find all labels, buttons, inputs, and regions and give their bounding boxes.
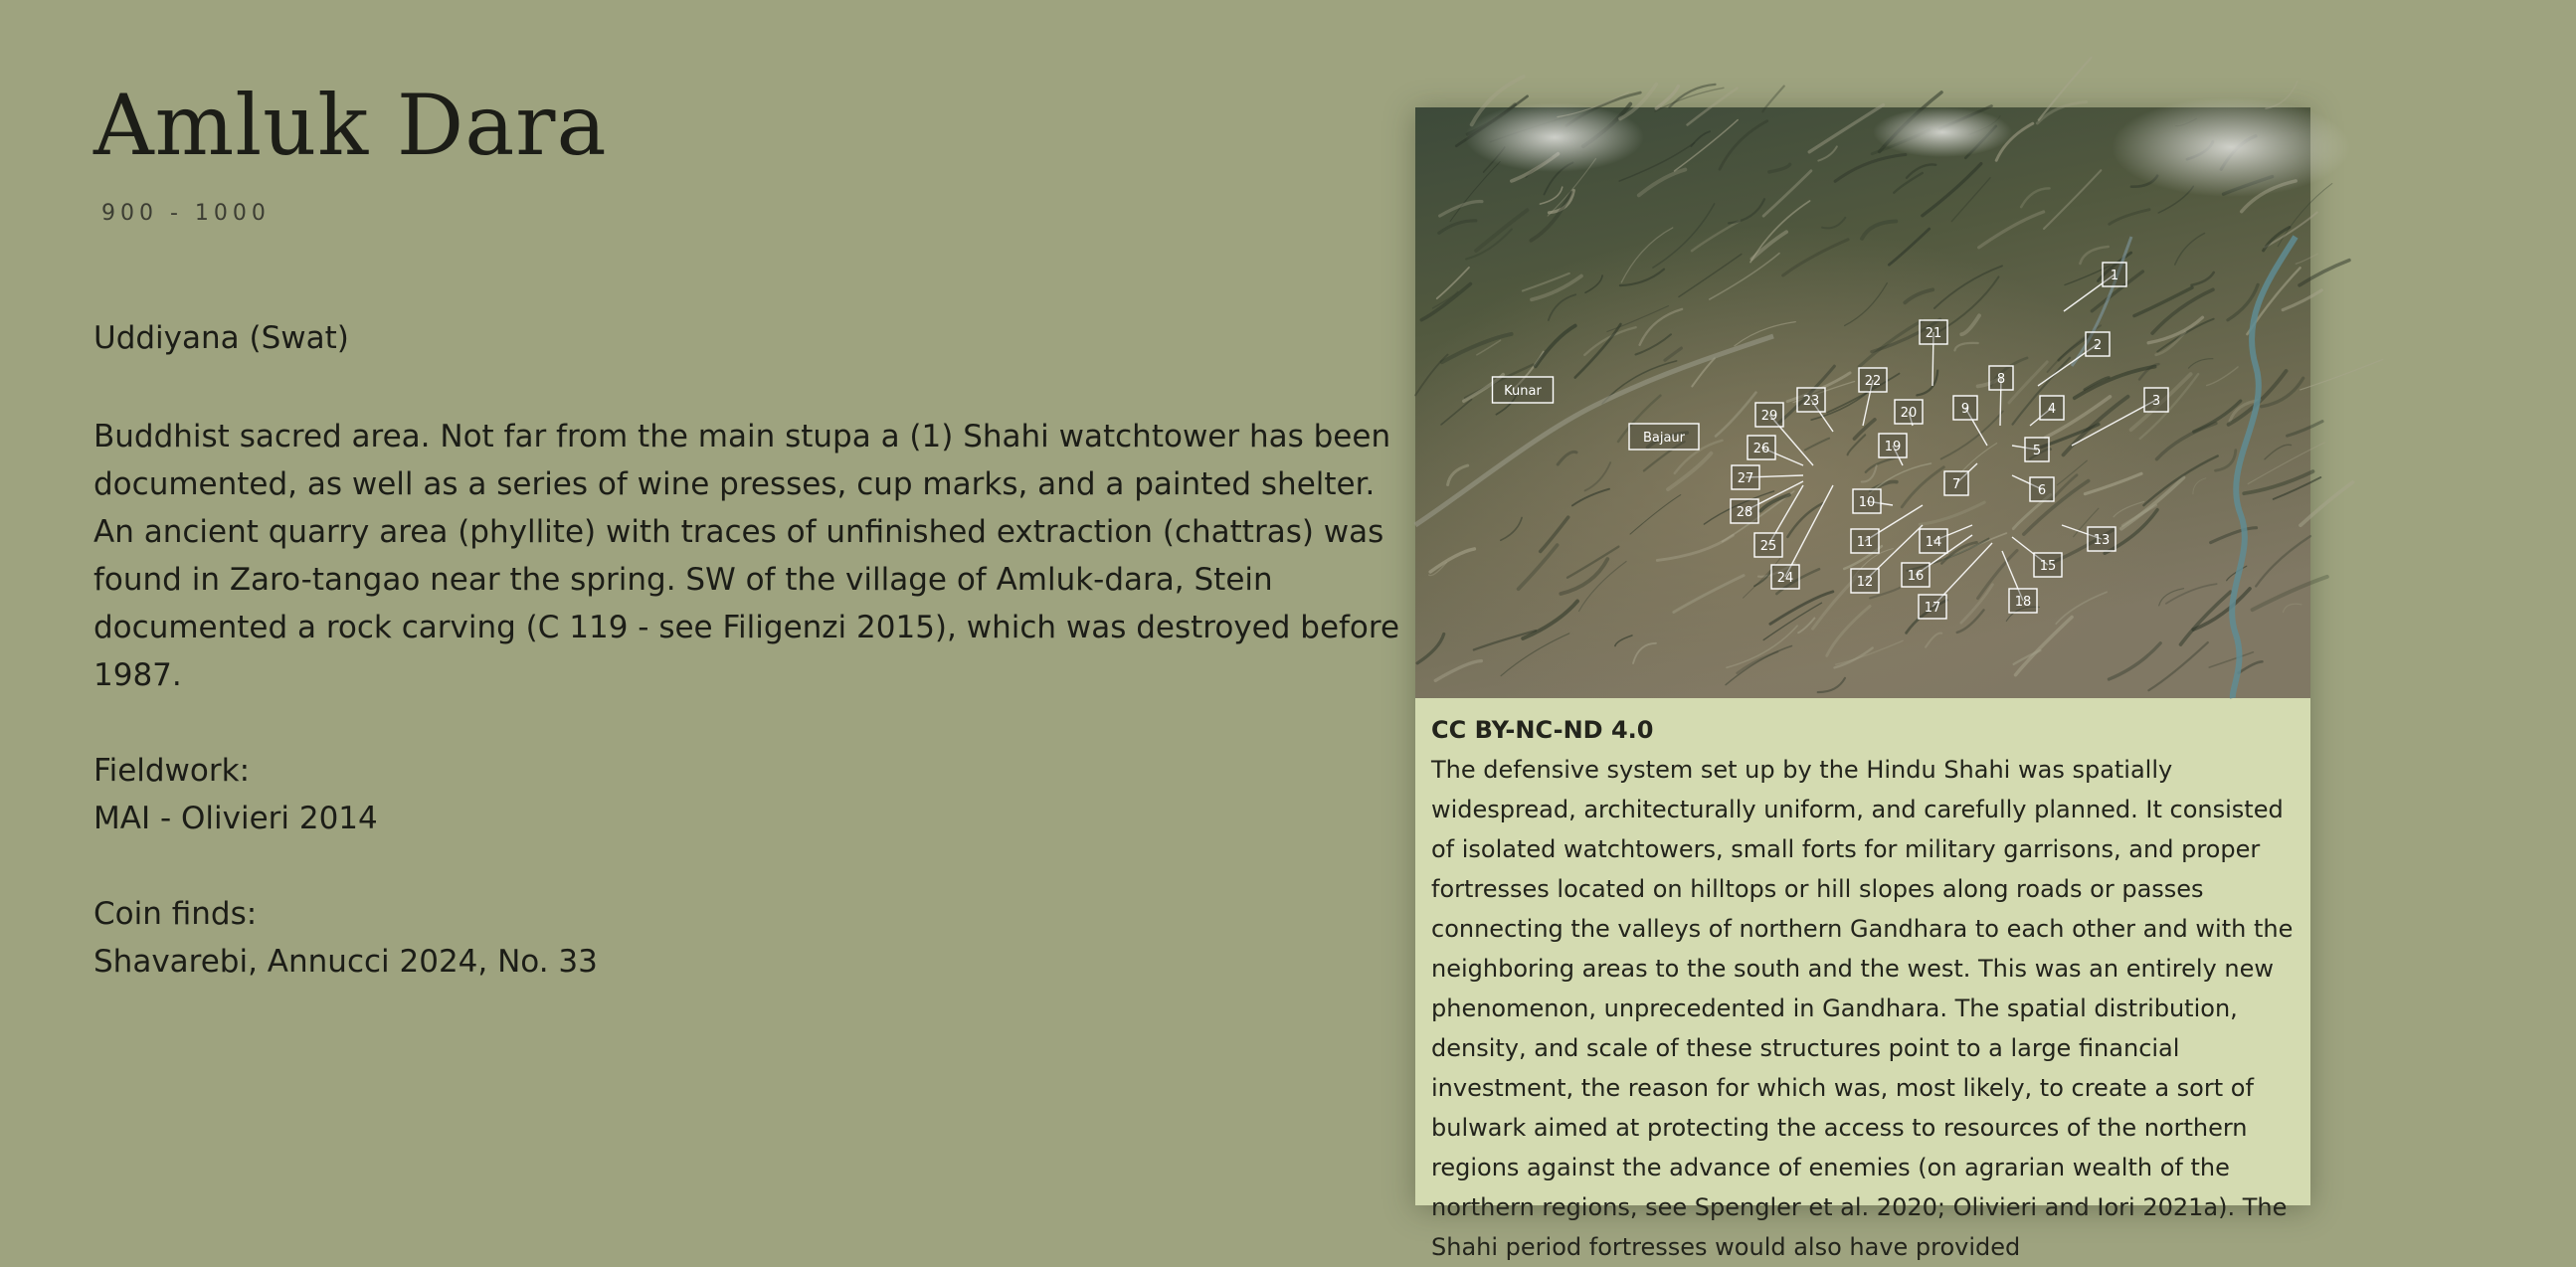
site-marker-6[interactable] xyxy=(2030,477,2054,501)
site-title: Amluk Dara xyxy=(93,77,608,174)
place-label-kunar xyxy=(1493,377,1554,403)
site-marker-29[interactable] xyxy=(1755,403,1783,427)
site-number: 19 xyxy=(1884,440,1902,454)
site-marker-13[interactable] xyxy=(2088,527,2116,551)
site-number: 12 xyxy=(1856,575,1874,590)
figure-caption xyxy=(1415,698,2310,1267)
site-number: 15 xyxy=(2039,559,2057,574)
site-marker-24[interactable] xyxy=(1771,565,1799,589)
site-number: 11 xyxy=(1856,535,1874,550)
site-marker-17[interactable] xyxy=(1919,595,1946,619)
fieldwork-section xyxy=(93,747,1406,842)
site-marker-1[interactable] xyxy=(2103,263,2126,286)
site-number: 3 xyxy=(2151,394,2161,409)
site-marker-10[interactable] xyxy=(1853,489,1881,513)
site-number: 13 xyxy=(2093,533,2111,548)
site-number: 7 xyxy=(1951,477,1961,492)
site-number: 24 xyxy=(1776,571,1794,586)
site-marker-5[interactable] xyxy=(2025,438,2049,461)
site-marker-18[interactable] xyxy=(2009,589,2037,613)
license-label: CC BY-NC-ND 4.0 xyxy=(1431,716,1654,744)
site-number: 4 xyxy=(2047,402,2057,417)
site-description: Buddhist sacred area. Not far from the main stupa a (1) Shahi watchtower has been documented, as well as a series of wine presses, cup marks, and a painted shelter. An ancient quarry area (phyllite) with traces of unfinished extraction (chattras) was found in Zaro-tangao near the spring. SW of the village of Amluk-dara, Stein documented a rock carving (C 119 - see Filigenzi 2015), which was destroyed before 1987. xyxy=(93,419,1400,693)
site-number: 20 xyxy=(1900,406,1918,421)
site-marker-28[interactable] xyxy=(1731,499,1758,523)
satellite-map-image[interactable] xyxy=(1415,107,2310,698)
figure-card xyxy=(1415,107,2310,1261)
site-number: 28 xyxy=(1736,505,1753,520)
site-number: 2 xyxy=(2093,338,2103,353)
site-number: 21 xyxy=(1925,326,1942,341)
site-marker-25[interactable] xyxy=(1754,533,1782,557)
site-number: 1 xyxy=(2110,269,2119,283)
site-number: 5 xyxy=(2032,444,2042,458)
site-marker-27[interactable] xyxy=(1732,465,1759,489)
site-marker-12[interactable] xyxy=(1851,569,1879,593)
site-number: 8 xyxy=(1996,372,2006,387)
place-label-bajaur xyxy=(1629,424,1699,450)
fieldwork-label: Fieldwork: xyxy=(93,753,251,789)
site-details xyxy=(93,70,1406,986)
site-number: 10 xyxy=(1858,495,1876,510)
site-number: 14 xyxy=(1925,535,1942,550)
coin-finds-section xyxy=(93,890,1406,986)
site-marker-14[interactable] xyxy=(1920,529,1947,553)
place-label-text: Kunar xyxy=(1504,384,1542,399)
site-number: 17 xyxy=(1924,601,1941,616)
site-marker-26[interactable] xyxy=(1748,436,1775,459)
site-marker-15[interactable] xyxy=(2034,553,2062,577)
site-number: 6 xyxy=(2037,483,2047,498)
site-number: 27 xyxy=(1737,471,1754,486)
site-marker-22[interactable] xyxy=(1859,368,1887,392)
site-marker-3[interactable] xyxy=(2144,388,2168,412)
site-number: 26 xyxy=(1752,442,1770,456)
site-number: 18 xyxy=(2014,595,2032,610)
place-label-text: Bajaur xyxy=(1642,431,1686,446)
terrain-ridge xyxy=(2300,359,2383,390)
site-number: 25 xyxy=(1759,539,1777,554)
site-marker-16[interactable] xyxy=(1902,563,1930,587)
site-marker-9[interactable] xyxy=(1953,396,1977,420)
site-number: 22 xyxy=(1864,374,1882,389)
fieldwork-value: MAI - Olivieri 2014 xyxy=(93,801,378,836)
coin-finds-label: Coin finds: xyxy=(93,896,258,932)
site-dates: 900 - 1000 xyxy=(101,201,271,226)
site-marker-4[interactable] xyxy=(2040,396,2064,420)
site-marker-2[interactable] xyxy=(2086,332,2110,356)
site-number: 29 xyxy=(1760,409,1778,424)
site-marker-8[interactable] xyxy=(1989,366,2013,390)
coin-finds-value: Shavarebi, Annucci 2024, No. 33 xyxy=(93,944,598,980)
site-number: 23 xyxy=(1802,394,1820,409)
satellite-map xyxy=(1415,107,2310,698)
site-number: 16 xyxy=(1907,569,1925,584)
caption-text: The defensive system set up by the Hindu Shahi was spatially widespread, architecturally uniform, and carefully planned. It consisted of isolated watchtowers, small forts for military garrisons, and proper fortresses located on hilltops or hill slopes along roads or passes connecting the valleys of northern Gandhara to each other and with the neighboring areas to the south and the west. This was an entirely new phenomenon, unprecedented in Gandhara. The spatial distribution, density, and scale of these structures point to a large financial investment, the reason for which was, most likely, to create a sort of bulwark aimed at protecting the access to resources of the northern regions against the advance of enemies (on agrarian wealth of the northern regions, see Spengler et al. 2020; Olivieri and Iori 2021a). The Shahi period fortresses would also have provided xyxy=(1431,756,2294,1261)
site-marker-23[interactable] xyxy=(1797,388,1825,412)
site-marker-7[interactable] xyxy=(1944,471,1968,495)
site-marker-21[interactable] xyxy=(1920,320,1947,344)
site-marker-19[interactable] xyxy=(1879,434,1907,457)
site-marker-11[interactable] xyxy=(1851,529,1879,553)
site-marker-20[interactable] xyxy=(1895,400,1923,424)
site-number: 9 xyxy=(1960,402,1970,417)
site-region: Uddiyana (Swat) xyxy=(93,320,349,356)
